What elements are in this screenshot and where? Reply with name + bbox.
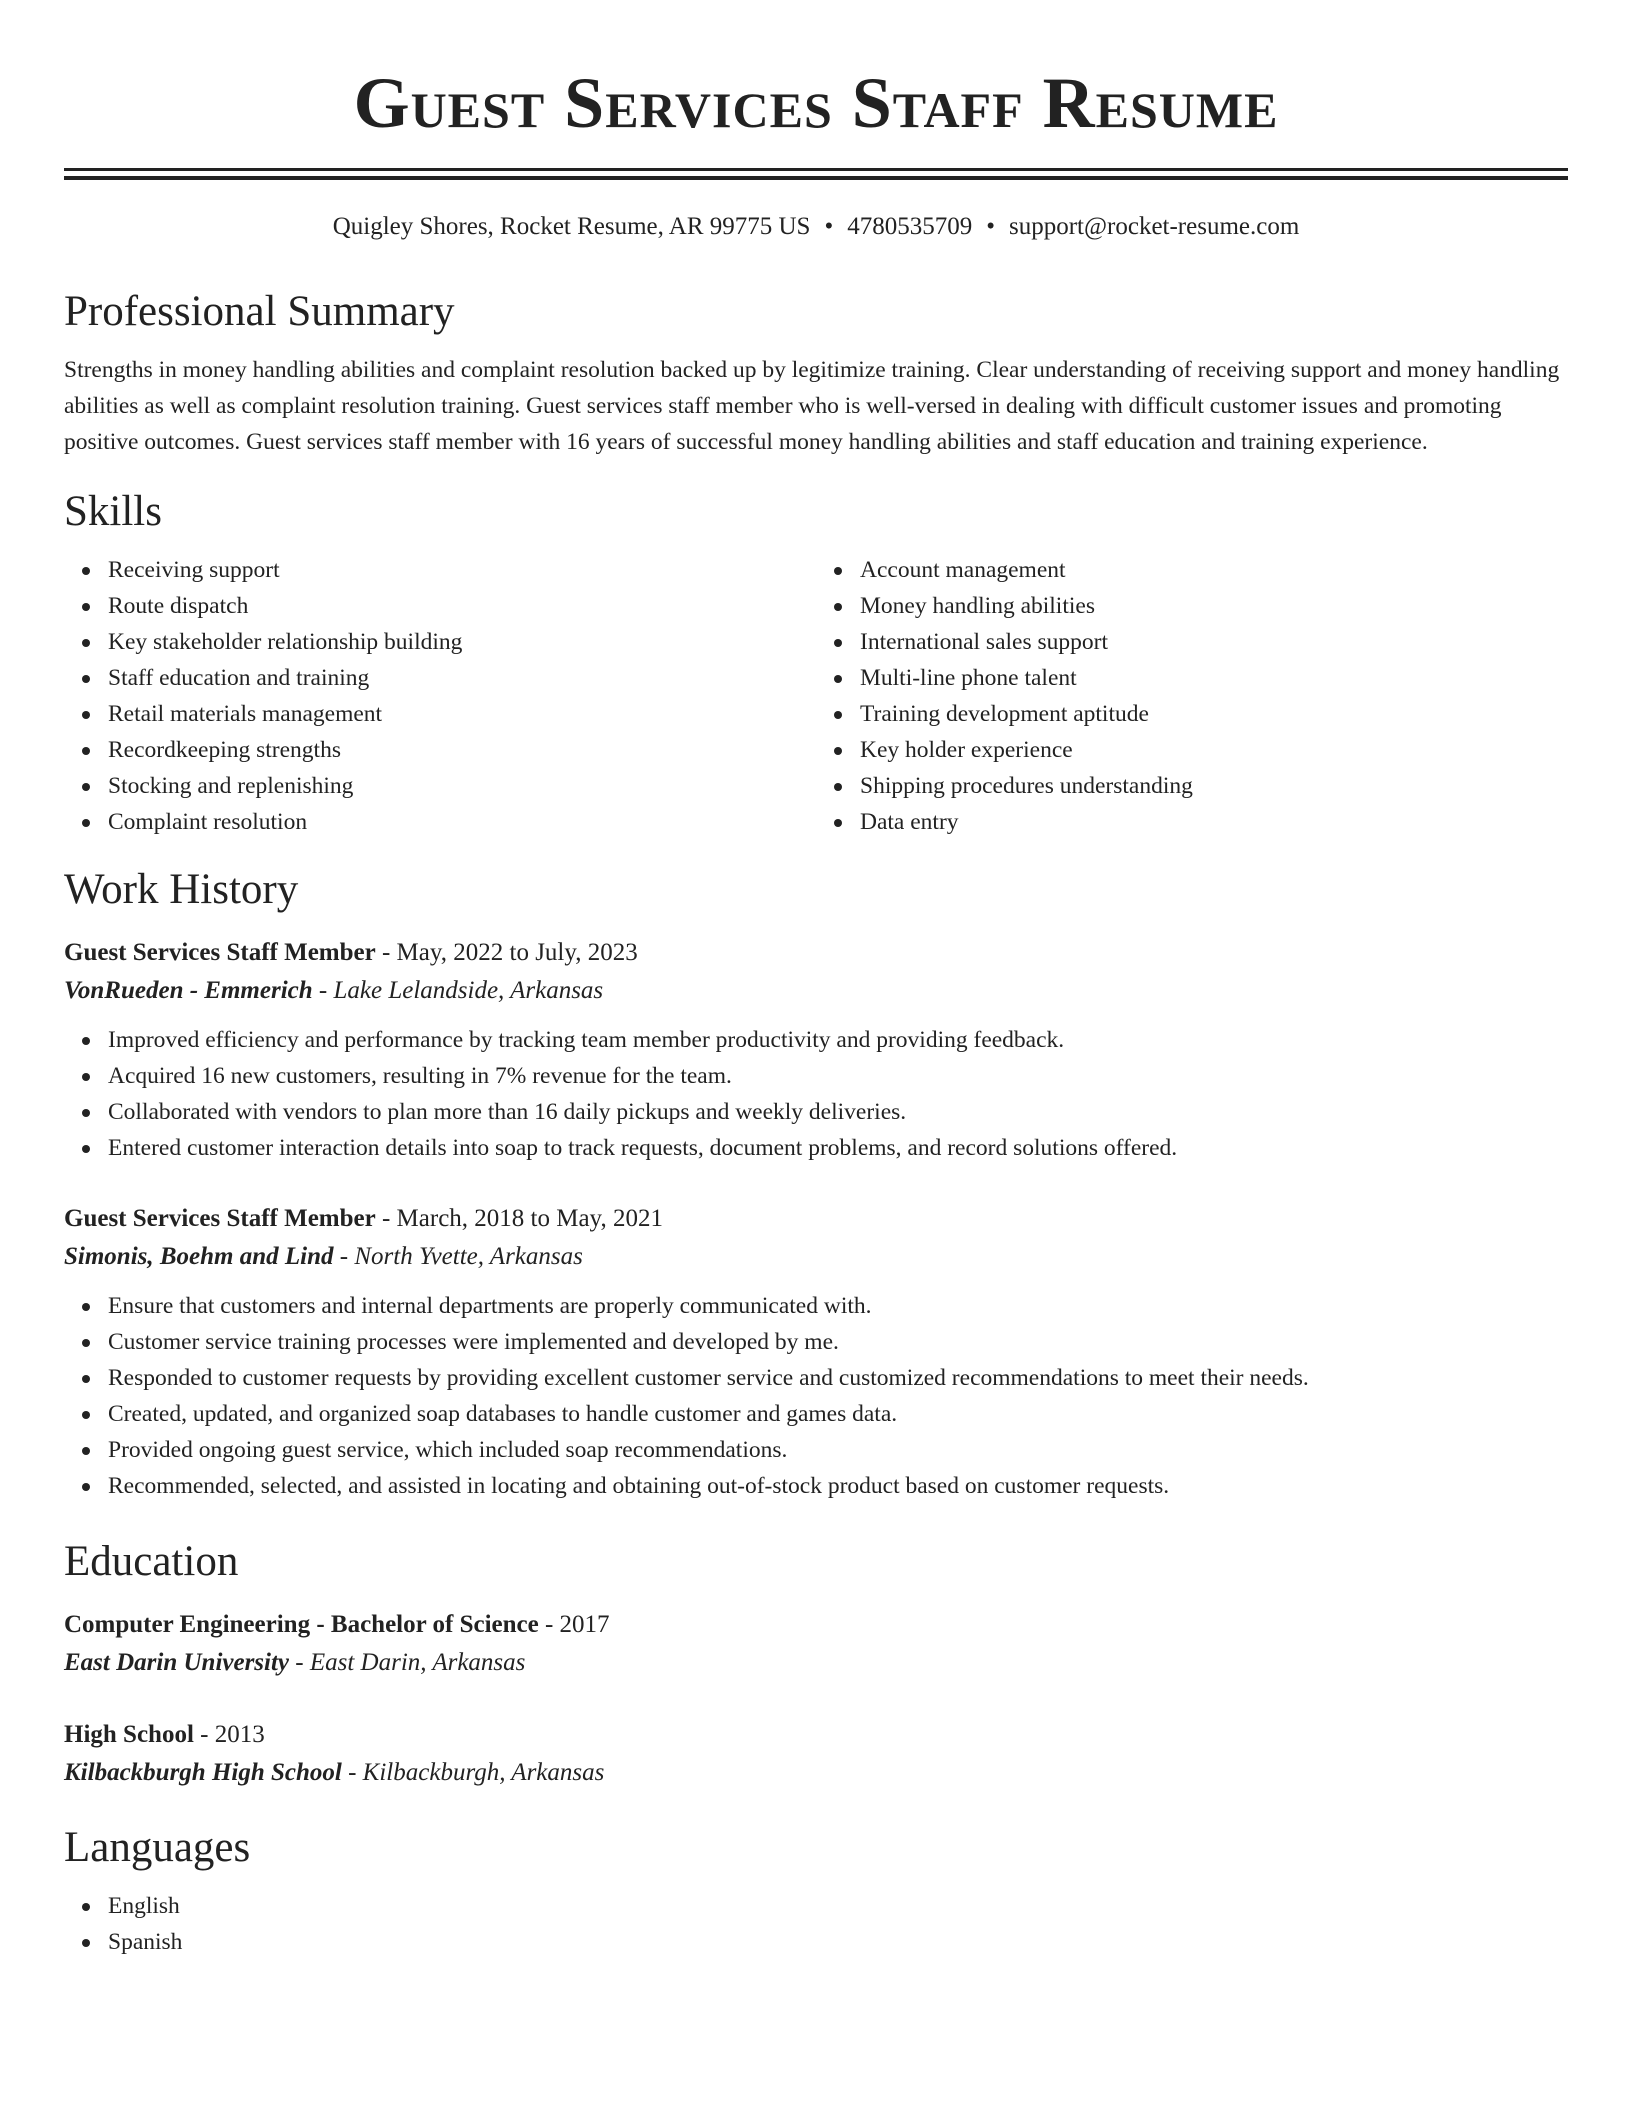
- job-bullet: Collaborated with vendors to plan more than 16 daily pickups and weekly deliveries.: [108, 1094, 1568, 1130]
- education-heading: Education: [64, 1538, 239, 1585]
- skill-item: Key holder experience: [860, 732, 1568, 768]
- languages-heading: Languages: [64, 1824, 251, 1871]
- education-header: [64, 1606, 1568, 1644]
- job-bullet: Responded to customer requests by providing excellent customer service and customized recommendations to meet their needs.: [108, 1360, 1568, 1396]
- job-role: Guest Services Staff Member: [64, 1205, 376, 1232]
- education-year: - 2013: [193, 1721, 265, 1748]
- job-bullet: Customer service training processes were implemented and developed by me.: [108, 1324, 1568, 1360]
- skill-item: Recordkeeping strengths: [108, 732, 816, 768]
- skill-item: Route dispatch: [108, 588, 816, 624]
- skill-item: International sales support: [860, 624, 1568, 660]
- work-history-heading: Work History: [64, 866, 299, 913]
- education-school-line: [64, 1754, 1568, 1792]
- contact-email: support@rocket-resume.com: [1009, 213, 1300, 240]
- job-entry: [64, 934, 1568, 1166]
- job-bullets: [64, 1022, 1568, 1166]
- job-company: Simonis, Boehm and Lind: [64, 1243, 334, 1270]
- language-item: English: [108, 1888, 1568, 1924]
- job-dates: - March, 2018 to May, 2021: [375, 1205, 663, 1232]
- job-location: - Lake Lelandside, Arkansas: [312, 977, 604, 1004]
- job-dates: - May, 2022 to July, 2023: [375, 939, 638, 966]
- education-school: East Darin University: [64, 1649, 290, 1676]
- languages-list: [64, 1888, 1568, 1960]
- skills-heading: Skills: [64, 488, 162, 535]
- job-company-line: [64, 972, 1568, 1010]
- job-bullet: Improved efficiency and performance by tracking team member productivity and providing feedback.: [108, 1022, 1568, 1058]
- education-school: Kilbackburgh High School: [64, 1759, 342, 1786]
- skill-item: Data entry: [860, 804, 1568, 840]
- title-divider-top: [64, 168, 1568, 171]
- job-bullet: Acquired 16 new customers, resulting in 7% revenue for the team.: [108, 1058, 1568, 1094]
- education-degree: High School: [64, 1721, 194, 1748]
- summary-heading: Professional Summary: [64, 288, 455, 335]
- job-header: [64, 1200, 1568, 1238]
- language-item: Spanish: [108, 1924, 1568, 1960]
- skill-item: Receiving support: [108, 552, 816, 588]
- job-bullets: [64, 1288, 1568, 1504]
- summary-text: Strengths in money handling abilities and complaint resolution backed up by legitimize training. Clear understanding of receiving support and money handling abilities as well as complaint resolution training. Guest services staff member who is well-versed in dealing with difficult customer issues and promoting positive outcomes. Guest services staff member with 16 years of successful money handling abilities and staff education and training experience.: [64, 357, 1560, 455]
- job-bullet: Ensure that customers and internal departments are properly communicated with.: [108, 1288, 1568, 1324]
- education-location: - Kilbackburgh, Arkansas: [341, 1759, 605, 1786]
- contact-address: Quigley Shores, Rocket Resume, AR 99775 US: [332, 213, 811, 240]
- job-location: - North Yvette, Arkansas: [333, 1243, 583, 1270]
- skills-list-left: [64, 552, 816, 840]
- job-company: VonRueden - Emmerich: [64, 977, 313, 1004]
- job-entry: [64, 1200, 1568, 1504]
- education-school-line: [64, 1644, 1568, 1682]
- job-bullet: Recommended, selected, and assisted in locating and obtaining out-of-stock product based on customer requests.: [108, 1468, 1568, 1504]
- skill-item: Multi-line phone talent: [860, 660, 1568, 696]
- job-bullet: Created, updated, and organized soap databases to handle customer and games data.: [108, 1396, 1568, 1432]
- job-company-line: [64, 1238, 1568, 1276]
- education-entry: [64, 1606, 1568, 1682]
- job-bullet: Provided ongoing guest service, which included soap recommendations.: [108, 1432, 1568, 1468]
- skill-item: Complaint resolution: [108, 804, 816, 840]
- skill-item: Shipping procedures understanding: [860, 768, 1568, 804]
- title-divider-bottom: [64, 176, 1568, 180]
- skills-columns: [64, 552, 1568, 840]
- resume-title: Guest Services Staff Resume: [353, 63, 1279, 143]
- education-location: - East Darin, Arkansas: [289, 1649, 526, 1676]
- education-header: [64, 1716, 1568, 1754]
- contact-separator: •: [986, 213, 995, 240]
- skills-list-right: [816, 552, 1568, 840]
- job-role: Guest Services Staff Member: [64, 939, 376, 966]
- education-year: - 2017: [538, 1611, 610, 1638]
- job-header: [64, 934, 1568, 972]
- skill-item: Money handling abilities: [860, 588, 1568, 624]
- skill-item: Key stakeholder relationship building: [108, 624, 816, 660]
- education-degree: Computer Engineering - Bachelor of Science: [64, 1611, 539, 1638]
- contact-separator: •: [824, 213, 834, 240]
- skill-item: Stocking and replenishing: [108, 768, 816, 804]
- contact-line: [64, 210, 1568, 244]
- job-bullet: Entered customer interaction details into soap to track requests, document problems, and record solutions offered.: [108, 1130, 1568, 1166]
- education-entry: [64, 1716, 1568, 1792]
- skill-item: Retail materials management: [108, 696, 816, 732]
- skill-item: Staff education and training: [108, 660, 816, 696]
- skill-item: Training development aptitude: [860, 696, 1568, 732]
- skill-item: Account management: [860, 552, 1568, 588]
- contact-phone: 4780535709: [847, 213, 973, 240]
